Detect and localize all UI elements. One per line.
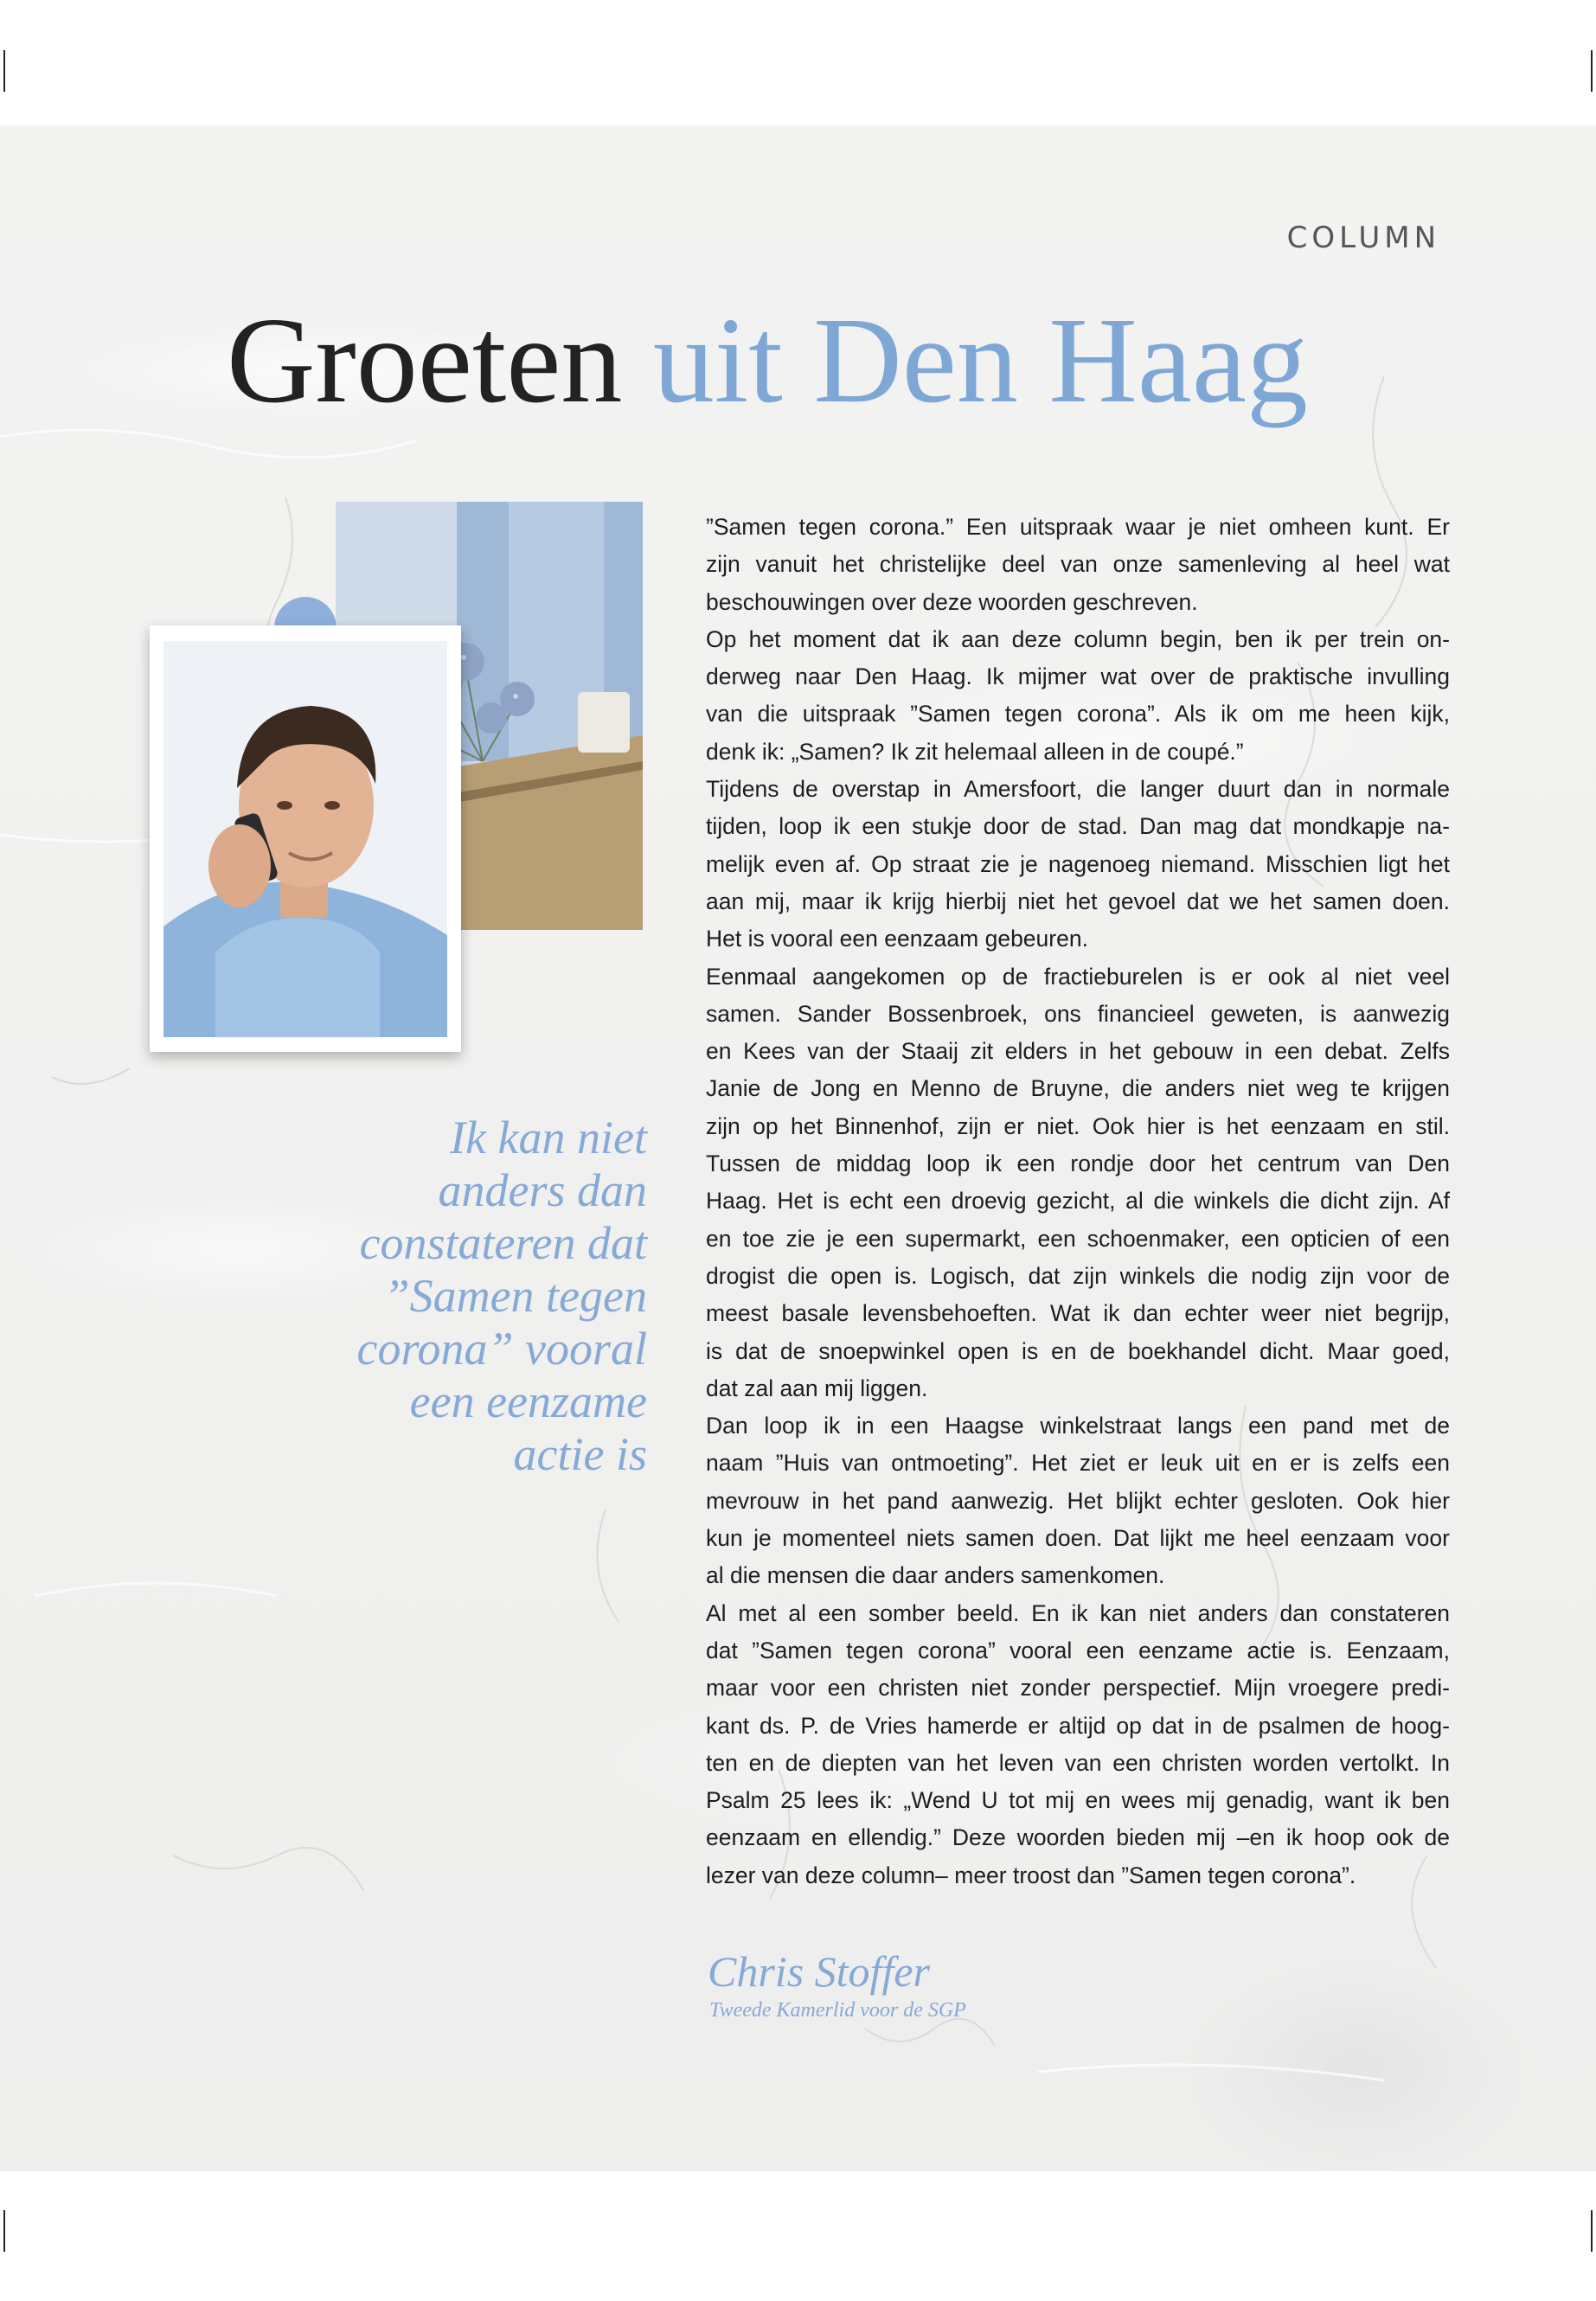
pull-quote-line: actie is [513,1428,647,1480]
body-text-line: maar voor een christen niet zonder perspectief. Mijn vroegere predi- [706,1675,1450,1702]
body-text-line: samen. Sander Bossenbroek, ons financieel geweten, is aanwezig [706,1000,1450,1027]
body-text-line: derweg naar Den Haag. Ik mijmer wat over de praktische invulling [706,663,1450,690]
crop-mark-top-left [3,50,5,92]
portrait-photo [163,641,447,1037]
body-text-line: zijn op het Binnenhof, zijn er niet. Ook hier is het eenzaam en stil. [706,1112,1450,1139]
body-text-line: melijk even af. Op straat zie je nagenoeg niemand. Misschien ligt het [706,850,1450,877]
body-text-line: Het is vooral een eenzaam gebeuren. [706,926,1088,952]
body-text-line: lezer van deze column– meer troost dan ”Samen tegen corona”. [706,1862,1356,1888]
pull-quote-line: een eenzame [409,1375,647,1427]
column-body-text [706,509,1450,1894]
portrait-illustration [163,641,447,1037]
page-title [227,292,1308,428]
body-text-line: Dan loop ik in een Haagse winkelstraat langs een pand met de [706,1413,1450,1439]
pull-quote [260,1112,647,1481]
crop-mark-bottom-right [1591,2210,1593,2252]
body-text-line: eenzaam en ellendig.” Deze woorden bieden mij –en ik hoop ook de [706,1824,1450,1851]
body-text-line: Janie de Jong en Menno de Bruyne, die anders niet weg te krijgen [706,1075,1450,1102]
body-text-line: drogist die open is. Logisch, dat zijn winkels die nodig zijn voor de [706,1262,1450,1289]
section-label: COLUMN [1286,221,1440,255]
body-text-line: denk ik: „Samen? Ik zit helemaal alleen in de coupé.” [706,738,1244,765]
body-text-line: Psalm 25 lees ik: „Wend U tot mij en wees mij genadig, want ik ben [706,1787,1450,1814]
body-text-line: zijn vanuit het christelijke deel van onze samenleving al heel wat [706,551,1450,578]
pull-quote-line: Ik kan niet [450,1112,647,1163]
body-text-line: dat zal aan mij liggen. [706,1375,928,1401]
body-text-line: ten en de diepten van het leven van een christen worden vertolkt. In [706,1749,1450,1776]
body-text-line: dat ”Samen tegen corona” vooral een eenzame actie is. Eenzaam, [706,1637,1450,1663]
crop-mark-top-right [1591,50,1593,92]
body-text-line: aan mij, maar ik krijg hierbij niet het gevoel dat we het samen doen. [706,888,1450,914]
pull-quote-line: constateren dat [359,1217,647,1269]
body-text-line: kun je momenteel niets samen doen. Dat lijkt me heel eenzaam voor [706,1525,1450,1552]
body-text-line: meest basale levensbehoeften. Wat ik dan echter weer niet begrijp, [706,1300,1450,1327]
pull-quote-line: corona” vooral [356,1323,647,1375]
body-text-line: is dat de snoepwinkel open is en de boekhandel dicht. Maar goed, [706,1337,1450,1364]
body-text-line: en toe zie je een supermarkt, een schoenmaker, een opticien of een [706,1225,1450,1252]
body-text-line: mevrouw in het pand aanwezig. Het blijkt echter gesloten. Ook hier [706,1487,1450,1514]
body-text-line: beschouwingen over deze woorden geschreven. [706,588,1198,615]
body-text-line: naam ”Huis van ontmoeting”. Het ziet er leuk uit en er is zelfs een [706,1450,1450,1477]
body-text-line: Op het moment dat ik aan deze column begin, ben ik per trein on- [706,625,1450,652]
body-text-line: ”Samen tegen corona.” Een uitspraak waar je niet omheen kunt. Er [706,514,1450,540]
author-name: Chris Stoffer [708,1947,930,1996]
body-text-line: al die mensen die daar anders samenkomen. [706,1562,1165,1589]
pull-quote-line: anders dan [438,1164,647,1216]
pull-quote-line: ”Samen tegen [383,1270,647,1322]
body-text-line: van die uitspraak ”Samen tegen corona”. Als ik om me heen kijk, [706,701,1450,727]
title-part-blue: uit Den Haag [652,292,1308,428]
author-role: Tweede Kamerlid voor de SGP [709,1999,966,2022]
body-text-line: Eenmaal aangekomen op de fractieburelen is er ook al niet veel [706,963,1450,990]
body-text-line: Al met al een somber beeld. En ik kan niet anders dan constateren [706,1599,1450,1626]
body-text-line: tijden, loop ik een stukje door de stad. Dan mag dat mondkapje na- [706,813,1450,840]
crop-mark-bottom-left [3,2210,5,2252]
body-text-line: Haag. Het is echt een droevig gezicht, al die winkels die dicht zijn. Af [706,1188,1450,1215]
body-text-line: Tijdens de overstap in Amersfoort, die langer duurt dan in normale [706,776,1450,803]
body-text-line: Tussen de middag loop ik een rondje door het centrum van Den [706,1150,1450,1177]
title-part-dark: Groeten [227,292,623,428]
photo-frame [150,625,461,1052]
body-text-line: kant ds. P. de Vries hamerde er altijd op dat in de psalmen de hoog- [706,1712,1450,1739]
body-text-line: en Kees van der Staaij zit elders in het gebouw in een debat. Zelfs [706,1038,1450,1065]
